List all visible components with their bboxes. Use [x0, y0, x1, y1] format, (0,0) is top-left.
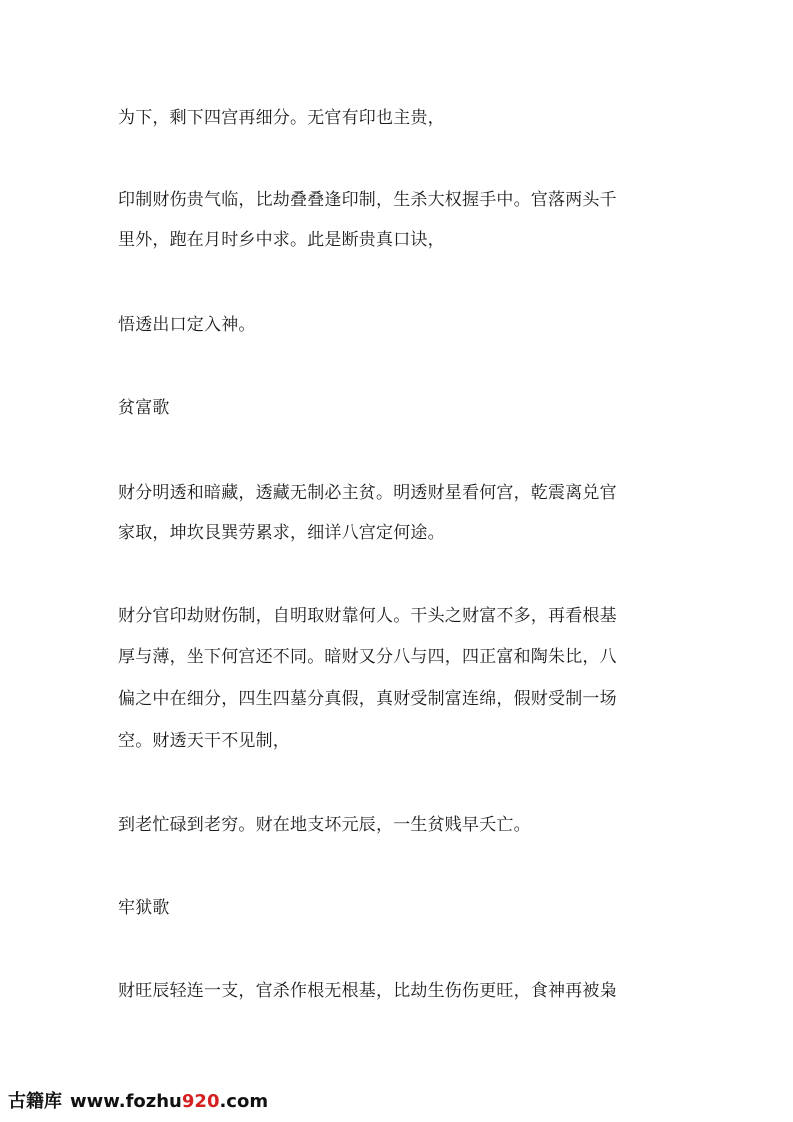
site-watermark	[8, 1087, 268, 1117]
text-line: 家取，坤坎艮巽劳累求，细详八宫定何途。	[118, 523, 445, 543]
site-brand: 古籍库	[8, 1091, 62, 1112]
site-url-number: 920	[181, 1091, 220, 1112]
text-line: 到老忙碌到老穷。财在地支坏元辰，一生贫贱早夭亡。	[118, 815, 531, 835]
text-line: 印制财伤贵气临，比劫叠叠逢印制，生杀大权握手中。官落两头千	[118, 190, 617, 210]
text-line: 里外，跑在月时乡中求。此是断贵真口诀，	[118, 230, 445, 250]
section-heading: 贫富歌	[118, 398, 170, 418]
text-line: 厚与薄，坐下何宫还不同。暗财又分八与四，四正富和陶朱比，八	[118, 647, 617, 667]
text-line: 财旺辰轻连一支，官杀作根无根基，比劫生伤伤更旺，食神再被枭	[118, 981, 617, 1001]
section-heading: 牢狱歌	[118, 898, 170, 918]
text-line: 悟透出口定入神。	[118, 315, 256, 335]
text-line: 为下，剩下四宫再细分。无官有印也主贵，	[118, 108, 445, 128]
text-line: 财分明透和暗藏，透藏无制必主贫。明透财星看何宫，乾震离兑官	[118, 483, 617, 503]
text-line: 财分官印劫财伤制，自明取财靠何人。干头之财富不多，再看根基	[118, 606, 617, 626]
site-url-suffix: .com	[219, 1091, 269, 1112]
site-url-prefix: www.fozhu	[70, 1091, 182, 1112]
text-line: 空。财透天干不见制，	[118, 731, 290, 751]
text-line: 偏之中在细分，四生四墓分真假，真财受制富连绵，假财受制一场	[118, 689, 617, 709]
